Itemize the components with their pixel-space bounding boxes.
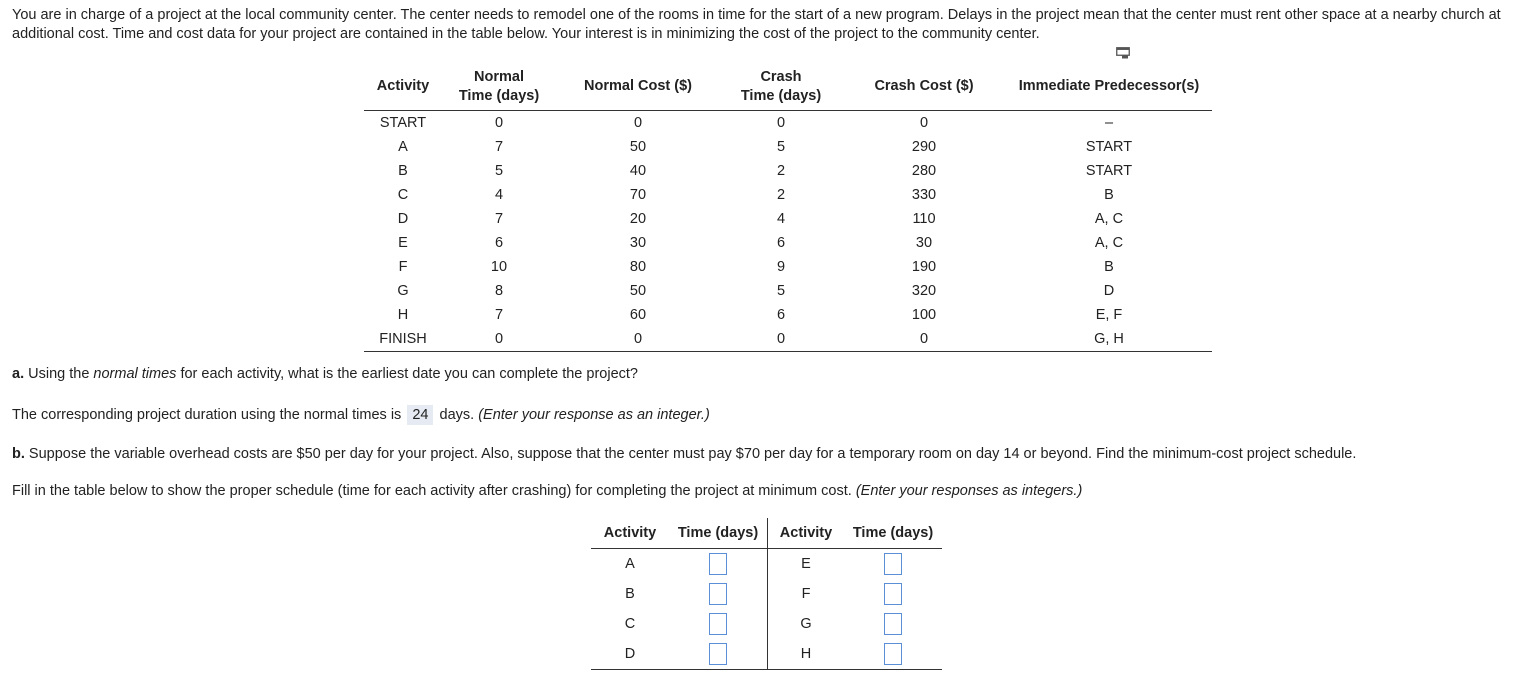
header-normal-cost: Normal Cost ($) — [584, 78, 692, 95]
table-row — [364, 231, 1212, 255]
table-row — [364, 327, 1212, 352]
cell-activity: A — [398, 138, 408, 155]
cell-normal-time: 10 — [490, 258, 508, 275]
cell-normal-time: 8 — [494, 282, 504, 299]
cell-predecessors: START — [1085, 162, 1133, 179]
schedule-instruction: Fill in the table below to show the proper schedule (time for each activity after crashing) for completing the project at minimum cost. — [12, 483, 852, 499]
schedule-activity-f: F — [801, 586, 811, 602]
cell-crash-time: 5 — [776, 138, 786, 155]
time-input-e[interactable] — [884, 553, 902, 575]
time-input-h[interactable] — [884, 643, 902, 665]
cell-crash-cost: 330 — [911, 186, 937, 203]
time-input-g[interactable] — [884, 613, 902, 635]
copy-icon[interactable] — [1116, 47, 1130, 59]
question-a-text-before: Using the — [28, 366, 90, 382]
cell-crash-cost: 30 — [915, 234, 933, 251]
table-row — [364, 207, 1212, 231]
schedule-header-time-right: Time (days) — [844, 518, 942, 549]
cell-activity: START — [379, 114, 427, 131]
schedule-activity-d: D — [591, 639, 669, 670]
cell-activity: F — [398, 258, 408, 275]
cell-normal-cost: 30 — [629, 234, 647, 251]
schedule-activity-e: E — [801, 556, 811, 572]
header-predecessors: Immediate Predecessor(s) — [1018, 78, 1200, 95]
question-a — [12, 366, 638, 382]
question-b-text: Suppose the variable overhead costs are $50 per day for your project. Also, suppose that the center must pay $70 per day for a temporary room on day 14 or beyond. Find the minimum-cost project schedule. — [28, 446, 1357, 462]
cell-predecessors: START — [1085, 138, 1133, 155]
cell-normal-cost: 70 — [629, 186, 647, 203]
cell-normal-cost: 20 — [629, 210, 647, 227]
header-normal-time — [442, 64, 556, 110]
cell-crash-time: 2 — [776, 162, 786, 179]
schedule-activity-a: A — [625, 556, 635, 572]
cell-normal-cost: 50 — [629, 138, 647, 155]
header-activity: Activity — [376, 78, 430, 95]
header-crash-time — [720, 64, 842, 110]
cell-normal-time: 5 — [494, 162, 504, 179]
schedule-row — [591, 579, 942, 609]
cell-activity: G — [397, 282, 409, 299]
cell-crash-time: 9 — [776, 258, 786, 275]
cell-crash-time: 0 — [776, 330, 786, 347]
cell-normal-time: 7 — [494, 210, 504, 227]
cell-normal-time: 7 — [494, 306, 504, 323]
cell-crash-cost: 320 — [911, 282, 937, 299]
schedule-time-cell — [669, 639, 768, 670]
cell-crash-cost: 110 — [912, 210, 936, 227]
cell-normal-cost: 0 — [633, 114, 643, 131]
cell-crash-time: 6 — [776, 306, 786, 323]
question-a-italic: normal times — [93, 366, 177, 382]
cell-crash-time: 2 — [776, 186, 786, 203]
cell-crash-cost: 290 — [911, 138, 937, 155]
table-row — [364, 303, 1212, 327]
answer-line-after: days. — [439, 407, 475, 423]
header-normal-time-line2: Time (days) — [458, 87, 540, 104]
schedule-row — [591, 549, 942, 580]
schedule-table — [591, 518, 942, 670]
table-row — [364, 255, 1212, 279]
cell-normal-cost: 60 — [629, 306, 647, 323]
header-crash-time-line2: Time (days) — [740, 87, 822, 104]
cell-crash-cost: 0 — [919, 114, 929, 131]
table-row — [364, 279, 1212, 303]
time-input-f[interactable] — [884, 583, 902, 605]
header-crash-time-line1: Crash — [760, 68, 802, 85]
schedule-row — [591, 639, 942, 670]
schedule-time-cell — [844, 639, 942, 670]
duration-answer-field[interactable]: 24 — [407, 405, 433, 425]
schedule-activity-h: H — [768, 639, 845, 670]
time-input-b[interactable] — [709, 583, 727, 605]
cell-normal-time: 6 — [494, 234, 504, 251]
schedule-time-cell — [844, 579, 942, 609]
answer-hint: (Enter your response as an integer.) — [478, 407, 710, 423]
header-normal-time-line1: Normal — [474, 68, 524, 85]
schedule-time-cell — [669, 579, 768, 609]
schedule-time-cell — [669, 609, 768, 639]
cell-activity: H — [397, 306, 409, 323]
time-input-a[interactable] — [709, 553, 727, 575]
schedule-time-cell — [844, 609, 942, 639]
schedule-header-row — [591, 518, 942, 549]
activity-data-table — [364, 64, 1212, 352]
schedule-time-cell — [669, 549, 768, 580]
question-a-answer-line — [12, 405, 710, 425]
cell-normal-time: 4 — [494, 186, 504, 203]
cell-normal-cost: 50 — [629, 282, 647, 299]
schedule-activity-g: G — [800, 616, 812, 632]
cell-normal-time: 0 — [494, 114, 504, 131]
cell-crash-time: 5 — [776, 282, 786, 299]
cell-predecessors: – — [1104, 114, 1114, 131]
question-b-instruction — [12, 483, 1082, 499]
cell-crash-time: 0 — [776, 114, 786, 131]
cell-activity: D — [397, 210, 409, 227]
cell-predecessors: A, C — [1094, 234, 1124, 251]
cell-predecessors: B — [1104, 258, 1114, 275]
cell-crash-cost: 280 — [911, 162, 937, 179]
table-row — [364, 110, 1212, 135]
cell-crash-cost: 0 — [919, 330, 929, 347]
cell-predecessors: E, F — [1095, 306, 1123, 323]
cell-activity: E — [398, 234, 408, 251]
header-crash-cost: Crash Cost ($) — [874, 78, 974, 95]
cell-normal-cost: 80 — [629, 258, 647, 275]
question-a-text-after: for each activity, what is the earliest date you can complete the project? — [180, 366, 638, 382]
schedule-hint: (Enter your responses as integers.) — [855, 483, 1083, 499]
cell-normal-time: 7 — [494, 138, 504, 155]
question-a-label: a. — [12, 366, 25, 382]
cell-predecessors: B — [1104, 186, 1114, 203]
cell-activity: B — [398, 162, 408, 179]
table-row — [364, 183, 1212, 207]
cell-normal-time: 0 — [494, 330, 504, 347]
cell-crash-cost: 190 — [911, 258, 937, 275]
schedule-time-cell — [844, 549, 942, 580]
cell-activity: C — [397, 186, 409, 203]
cell-crash-time: 6 — [776, 234, 786, 251]
schedule-activity-c: C — [624, 616, 636, 632]
schedule-header-activity-left: Activity — [591, 518, 669, 549]
answer-line-before: The corresponding project duration using the normal times is — [12, 407, 402, 423]
schedule-header-activity-right: Activity — [768, 518, 845, 549]
schedule-activity-b: B — [625, 586, 635, 602]
question-b-label: b. — [12, 446, 25, 462]
table-row — [364, 159, 1212, 183]
cell-normal-cost: 40 — [629, 162, 647, 179]
schedule-row — [591, 609, 942, 639]
cell-normal-cost: 0 — [633, 330, 643, 347]
question-b — [12, 446, 1532, 462]
table-row — [364, 135, 1212, 159]
cell-predecessors: A, C — [1094, 210, 1124, 227]
time-input-d[interactable] — [709, 643, 727, 665]
table-header-row — [364, 64, 1212, 110]
cell-predecessors: D — [1103, 282, 1115, 299]
problem-intro: You are in charge of a project at the local community center. The center needs to remodel one of the rooms in time for the start of a new program. Delays in the project mean that the center must rent other space at a nearby church at additional cost. Time and cost data for your project are contained in the table below. Your interest is in minimizing the cost of the project to the community center. — [12, 7, 1501, 42]
cell-activity: FINISH — [379, 330, 427, 347]
time-input-c[interactable] — [709, 613, 727, 635]
cell-crash-cost: 100 — [911, 306, 937, 323]
cell-crash-time: 4 — [776, 210, 786, 227]
schedule-header-time-left: Time (days) — [669, 518, 768, 549]
cell-predecessors: G, H — [1094, 330, 1124, 347]
